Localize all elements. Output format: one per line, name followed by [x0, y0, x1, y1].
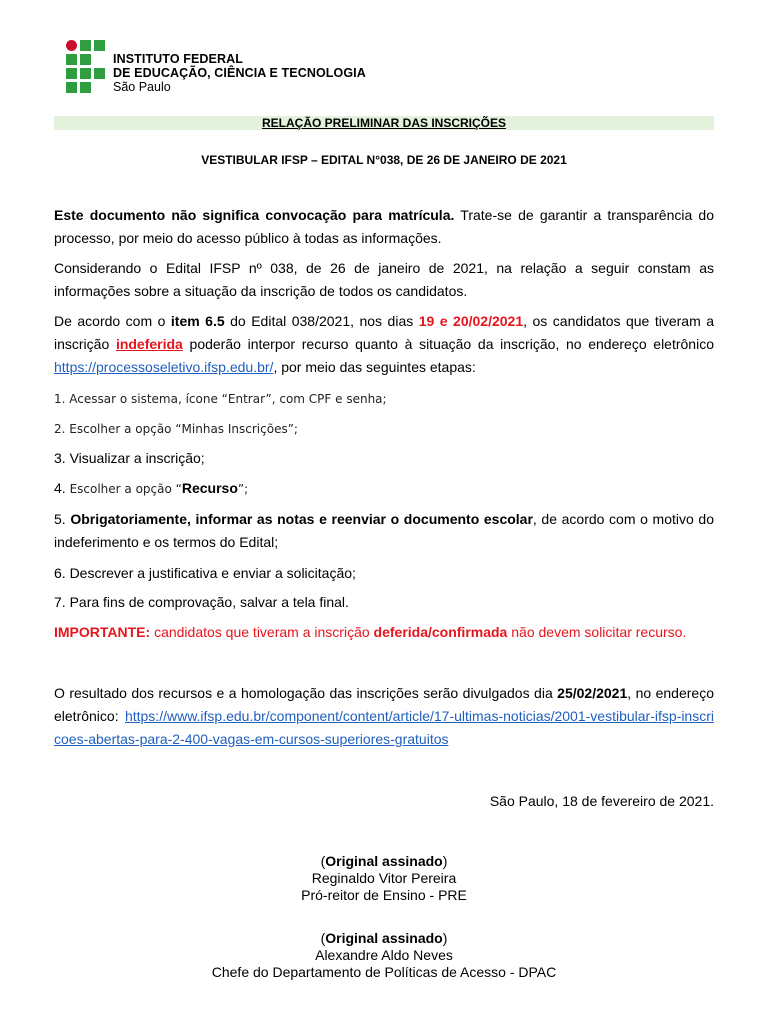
signature-block-1: (Original assinado) Reginaldo Vitor Pereira Pró-reitor de Ensino - PRE — [54, 853, 714, 904]
org-name — [113, 52, 366, 94]
step-2: 2. Escolher a opção “Minhas Inscrições”; — [54, 422, 298, 436]
step-5: 5. Obrigatoriamente, informar as notas e reenviar o documento escolar, de acordo com o motivo do indeferimento e os termos do Edital; — [54, 511, 714, 550]
step-1: 1. Acessar o sistema, ícone “Entrar”, com CPF e senha; — [54, 392, 387, 406]
recurso-dates: 19 e 20/02/2021 — [418, 313, 524, 329]
signer-role: Chefe do Departamento de Políticas de Acesso - DPAC — [211, 964, 557, 980]
paragraph-edital: Considerando o Edital IFSP nº 038, de 26 de janeiro de 2021, na relação a seguir constam as informações sobre a situação da inscrição de todos os candidatos. — [54, 260, 714, 299]
logo-red-dot — [66, 40, 77, 51]
signature-block-2: (Original assinado) Alexandre Aldo Neves Chefe do Departamento de Políticas de Acesso - DPAC — [54, 930, 714, 981]
processo-seletivo-link[interactable]: https://processoseletivo.ifsp.edu.br/ — [54, 359, 274, 375]
signer-name: Alexandre Aldo Neves — [315, 947, 453, 963]
org-line2: DE EDUCAÇÃO, CIÊNCIA E TECNOLOGIA — [113, 66, 366, 80]
step-6: 6. Descrever a justificativa e enviar a solicitação; — [54, 565, 356, 581]
ifsp-logo — [66, 40, 106, 92]
step-3: 3. Visualizar a inscrição; — [54, 450, 205, 466]
result-link[interactable]: https://www.ifsp.edu.br/component/content/article/17-ultimas-noticias/2001-vestibular-ifsp-inscricoes-abertas-para-2-400-vagas-em-cursos-superiores-gratuitos — [54, 708, 714, 747]
step-4: 4. Escolher a opção “Recurso”; — [54, 480, 249, 496]
paragraph-recurso: De acordo com o item 6.5 do Edital 038/2021, nos dias 19 e 20/02/2021, os candidatos que tiveram a inscrição indeferida poderão interpor recurso quanto à situação da inscrição, no endereço eletrônico https://processoseletivo.ifsp.edu.br/, por meio das seguintes etapas: — [54, 313, 715, 375]
org-line3: São Paulo — [113, 80, 171, 94]
document-title: RELAÇÃO PRELIMINAR DAS INSCRIÇÕES — [54, 116, 714, 130]
signer-role: Pró-reitor de Ensino - PRE — [301, 887, 467, 903]
paragraph-disclaimer: Este documento não significa convocação para matrícula. Trate-se de garantir a transparência do processo, por meio do acesso público à todas as informações. — [54, 207, 714, 246]
paragraph-result: O resultado dos recursos e a homologação das inscrições serão divulgados dia 25/02/2021, no endereço eletrônico: https://www.ifsp.edu.br/component/content/article/17-ultimas-noticias/2001-vestibular-ifsp-inscricoes-abertas-para-2-400-vagas-em-cursos-superiores-gratuitos — [54, 685, 714, 747]
place-date: São Paulo, 18 de fevereiro de 2021. — [489, 793, 714, 809]
step-7: 7. Para fins de comprovação, salvar a tela final. — [54, 594, 349, 610]
org-line1: INSTITUTO FEDERAL — [113, 52, 243, 66]
important-notice: IMPORTANTE: candidatos que tiveram a inscrição deferida/confirmada não devem solicitar recurso. — [54, 624, 687, 640]
signer-name: Reginaldo Vitor Pereira — [311, 870, 457, 886]
indeferida-label: indeferida — [115, 336, 183, 352]
document-subtitle: VESTIBULAR IFSP – EDITAL N°038, DE 26 DE JANEIRO DE 2021 — [201, 153, 567, 167]
